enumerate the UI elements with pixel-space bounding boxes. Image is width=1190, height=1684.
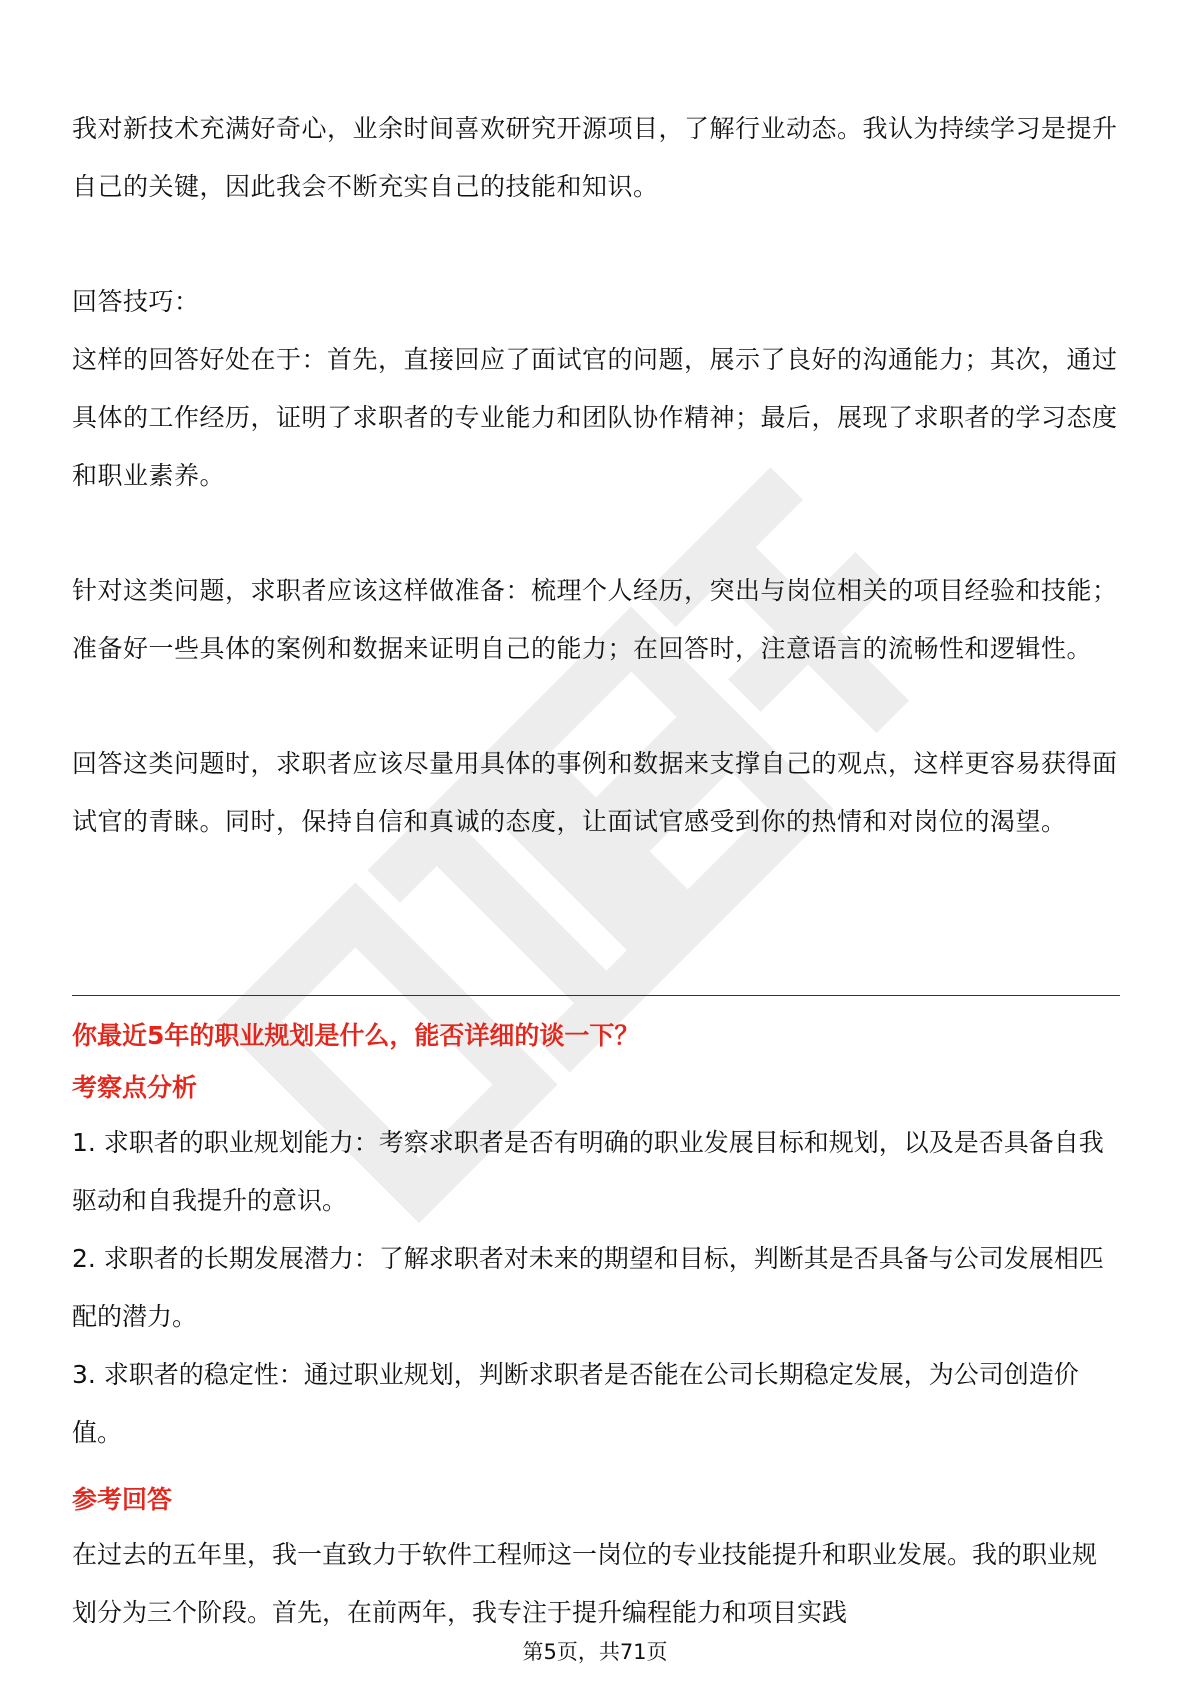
section-divider: [72, 995, 1120, 996]
analysis-item: 2. 求职者的长期发展潜力：了解求职者对未来的期望和目标，判断其是否具备与公司发展相匹配的潜力。: [72, 1244, 1104, 1331]
paragraph-learning: 我对新技术充满好奇心，业余时间喜欢研究开源项目，了解行业动态。我认为持续学习是提升自己的关键，因此我会不断充实自己的技能和知识。: [72, 114, 1118, 201]
spacer: [72, 216, 1120, 273]
spacer: [72, 505, 1120, 562]
paragraph-prepare: 针对这类问题，求职者应该这样做准备：梳理个人经历，突出与岗位相关的项目经验和技能；准备好一些具体的案例和数据来证明自己的能力；在回答时，注意语言的流畅性和逻辑性。: [72, 576, 1118, 663]
analysis-item: 1. 求职者的职业规划能力：考察求职者是否有明确的职业发展目标和规划，以及是否具备自我驱动和自我提升的意识。: [72, 1128, 1104, 1215]
tips-label: 回答技巧：: [72, 287, 200, 316]
question-section: [72, 1010, 1120, 1642]
paragraph-answer-advice: 回答这类问题时，求职者应该尽量用具体的事例和数据来支撑自己的观点，这样更容易获得面试官的青睐。同时，保持自信和真诚的态度，让面试官感受到你的热情和对岗位的渴望。: [72, 749, 1118, 836]
analysis-heading: 考察点分析: [72, 1073, 198, 1102]
body-content: [72, 100, 1120, 851]
spacer: [72, 678, 1120, 735]
tips-text: 这样的回答好处在于：首先，直接回应了面试官的问题，展示了良好的沟通能力；其次，通过具体的工作经历，证明了求职者的专业能力和团队协作精神；最后，展现了求职者的学习态度和职业素养。: [72, 345, 1118, 490]
question-title: 你最近5年的职业规划是什么，能否详细的谈一下？: [72, 1021, 640, 1050]
analysis-item: 3. 求职者的稳定性：通过职业规划，判断求职者是否能在公司长期稳定发展，为公司创造价值。: [72, 1360, 1079, 1447]
reference-heading: 参考回答: [72, 1485, 173, 1514]
page-number: 第5页，共71页: [522, 1640, 668, 1664]
reference-text: 在过去的五年里，我一直致力于软件工程师这一岗位的专业技能提升和职业发展。我的职业规划分为三个阶段。首先，在前两年，我专注于提升编程能力和项目实践: [72, 1540, 1098, 1627]
